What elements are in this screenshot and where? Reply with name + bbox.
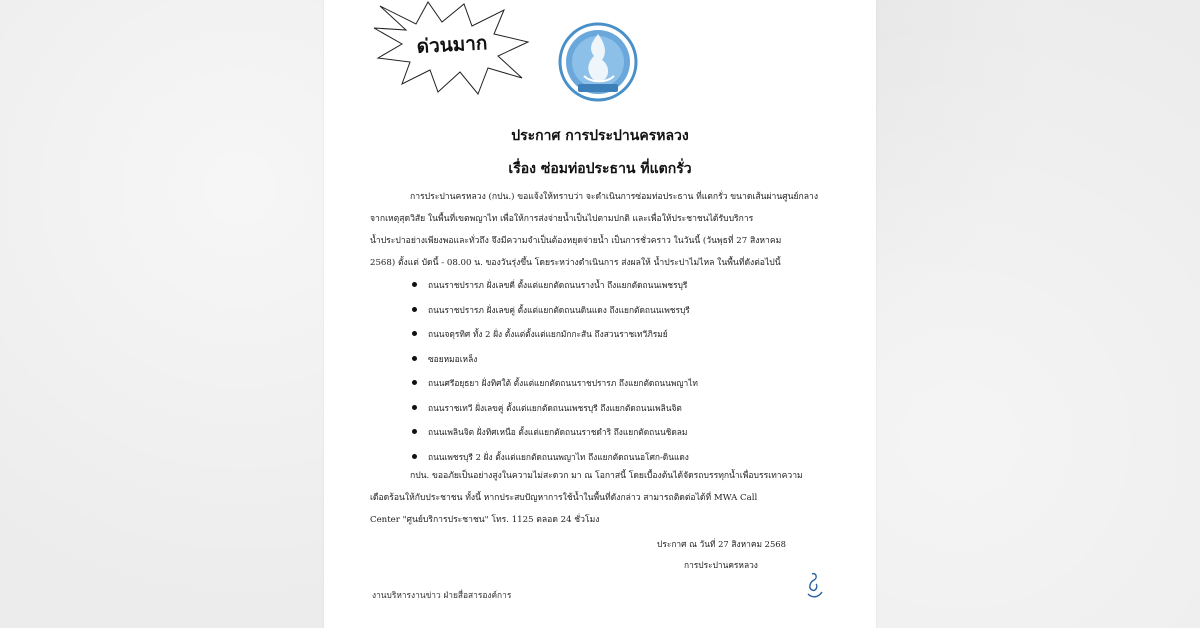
- announcement-subject: เรื่อง ซ่อมท่อประธาน ที่แตกรั่ว: [508, 161, 692, 177]
- mwa-seal-logo-icon: [558, 22, 638, 102]
- affected-area-item: ถนนจตุรทิศ ทั้ง 2 ฝั่ง ตั้งแต่ตั้งแต่แยกมักกะสัน ถึงสวนราชเทวีภิรมย์: [410, 324, 830, 349]
- paragraph-line: Center "ศูนย์บริการประชาชน" โทร. 1125 ตลอด 24 ชั่วโมง: [370, 515, 600, 525]
- affected-area-item: ถนนราชเทวี ฝั่งเลขคู่ ตั้งแต่แยกตัดถนนเพชรบุรี ถึงแยกตัดถนนเพลินจิต: [410, 398, 830, 423]
- urgent-stamp-text: ด่วนมาก: [416, 32, 488, 58]
- affected-area-item: ถนนศรีอยุธยา ฝั่งทิศใต้ ตั้งแต่แยกตัดถนนราชปรารภ ถึงแยกตัดถนนพญาไท: [410, 373, 830, 398]
- paragraph-line: จากเหตุสุดวิสัย ในพื้นที่เขตพญาไท เพื่อให้การส่งจ่ายน้ำเป็นไปตามปกติ และเพื่อให้ประชาชนได้รับบริการ: [370, 214, 754, 224]
- paragraph-line: การประปานครหลวง (กปน.) ขอแจ้งให้ทราบว่า จะดำเนินการซ่อมท่อประธาน ที่แตกรั่ว ขนาดเส้นผ่านศูนย์กลาง: [410, 192, 819, 202]
- paragraph-line: น้ำประปาอย่างเพียงพอและทั่วถึง จึงมีความจำเป็นต้องหยุดจ่ายน้ำ เป็นการชั่วคราว ในวันนี้ (วันพุธที่ 27 สิงหาคม: [370, 236, 782, 246]
- announcement-date: ประกาศ ณ วันที่ 27 สิงหาคม 2568: [657, 539, 786, 549]
- paragraph-line: เดือดร้อนให้กับประชาชน ทั้งนี้ หากประสบปัญหาการใช้น้ำในพื้นที่ดังกล่าว สามารถติดต่อได้ที่ MWA Call: [370, 493, 758, 503]
- paragraph-line: 2568) ตั้งแต่ บัดนี้ - 08.00 น. ของวันรุ่งขึ้น โดยระหว่างดำเนินการ ส่งผลให้ น้ำประปาไม่ไหล ในพื้นที่ดังต่อไปนี้: [370, 258, 781, 268]
- affected-area-item: ถนนราชปรารภ ฝั่งเลขคู่ ตั้งแต่แยกตัดถนนดินแดง ถึงแยกตัดถนนเพชรบุรี: [410, 300, 830, 325]
- affected-area-item: ถนนราชปรารภ ฝั่งเลขคี่ ตั้งแต่แยกตัดถนนรางน้ำ ถึงแยกตัดถนนเพชรบุรี: [410, 275, 830, 300]
- announcement-page: [324, 0, 876, 628]
- affected-area-item: ถนนเพลินจิต ฝั่งทิศเหนือ ตั้งแต่แยกตัดถนนราชดำริ ถึงแยกตัดถนนชิดลม: [410, 422, 830, 447]
- affected-area-item: ซอยหมอเหล็ง: [410, 349, 830, 374]
- paragraph-line: กปน. ขออภัยเป็นอย่างสูงในความไม่สะดวก มา ณ โอกาสนี้ โดยเบื้องต้นได้จัดรถบรรทุกน้ำเพื่อบรรเทาความ: [410, 471, 803, 481]
- announcement-paragraph-2: [370, 465, 846, 531]
- issuing-organization: การประปานครหลวง: [684, 560, 758, 570]
- affected-area-item: ถนนเพชรบุรี 2 ฝั่ง ตั้งแต่แยกตัดถนนพญาไท ถึงแยกตัดถนนอโศก-ดินแดง: [410, 447, 830, 472]
- issuing-department: งานบริหารงานข่าว ฝ่ายสื่อสารองค์การ: [372, 590, 512, 600]
- affected-areas-list: [410, 275, 830, 471]
- announcement-paragraph-1: [370, 186, 846, 274]
- handwritten-signature-icon: [802, 570, 826, 600]
- announcement-title: ประกาศ การประปานครหลวง: [511, 128, 689, 144]
